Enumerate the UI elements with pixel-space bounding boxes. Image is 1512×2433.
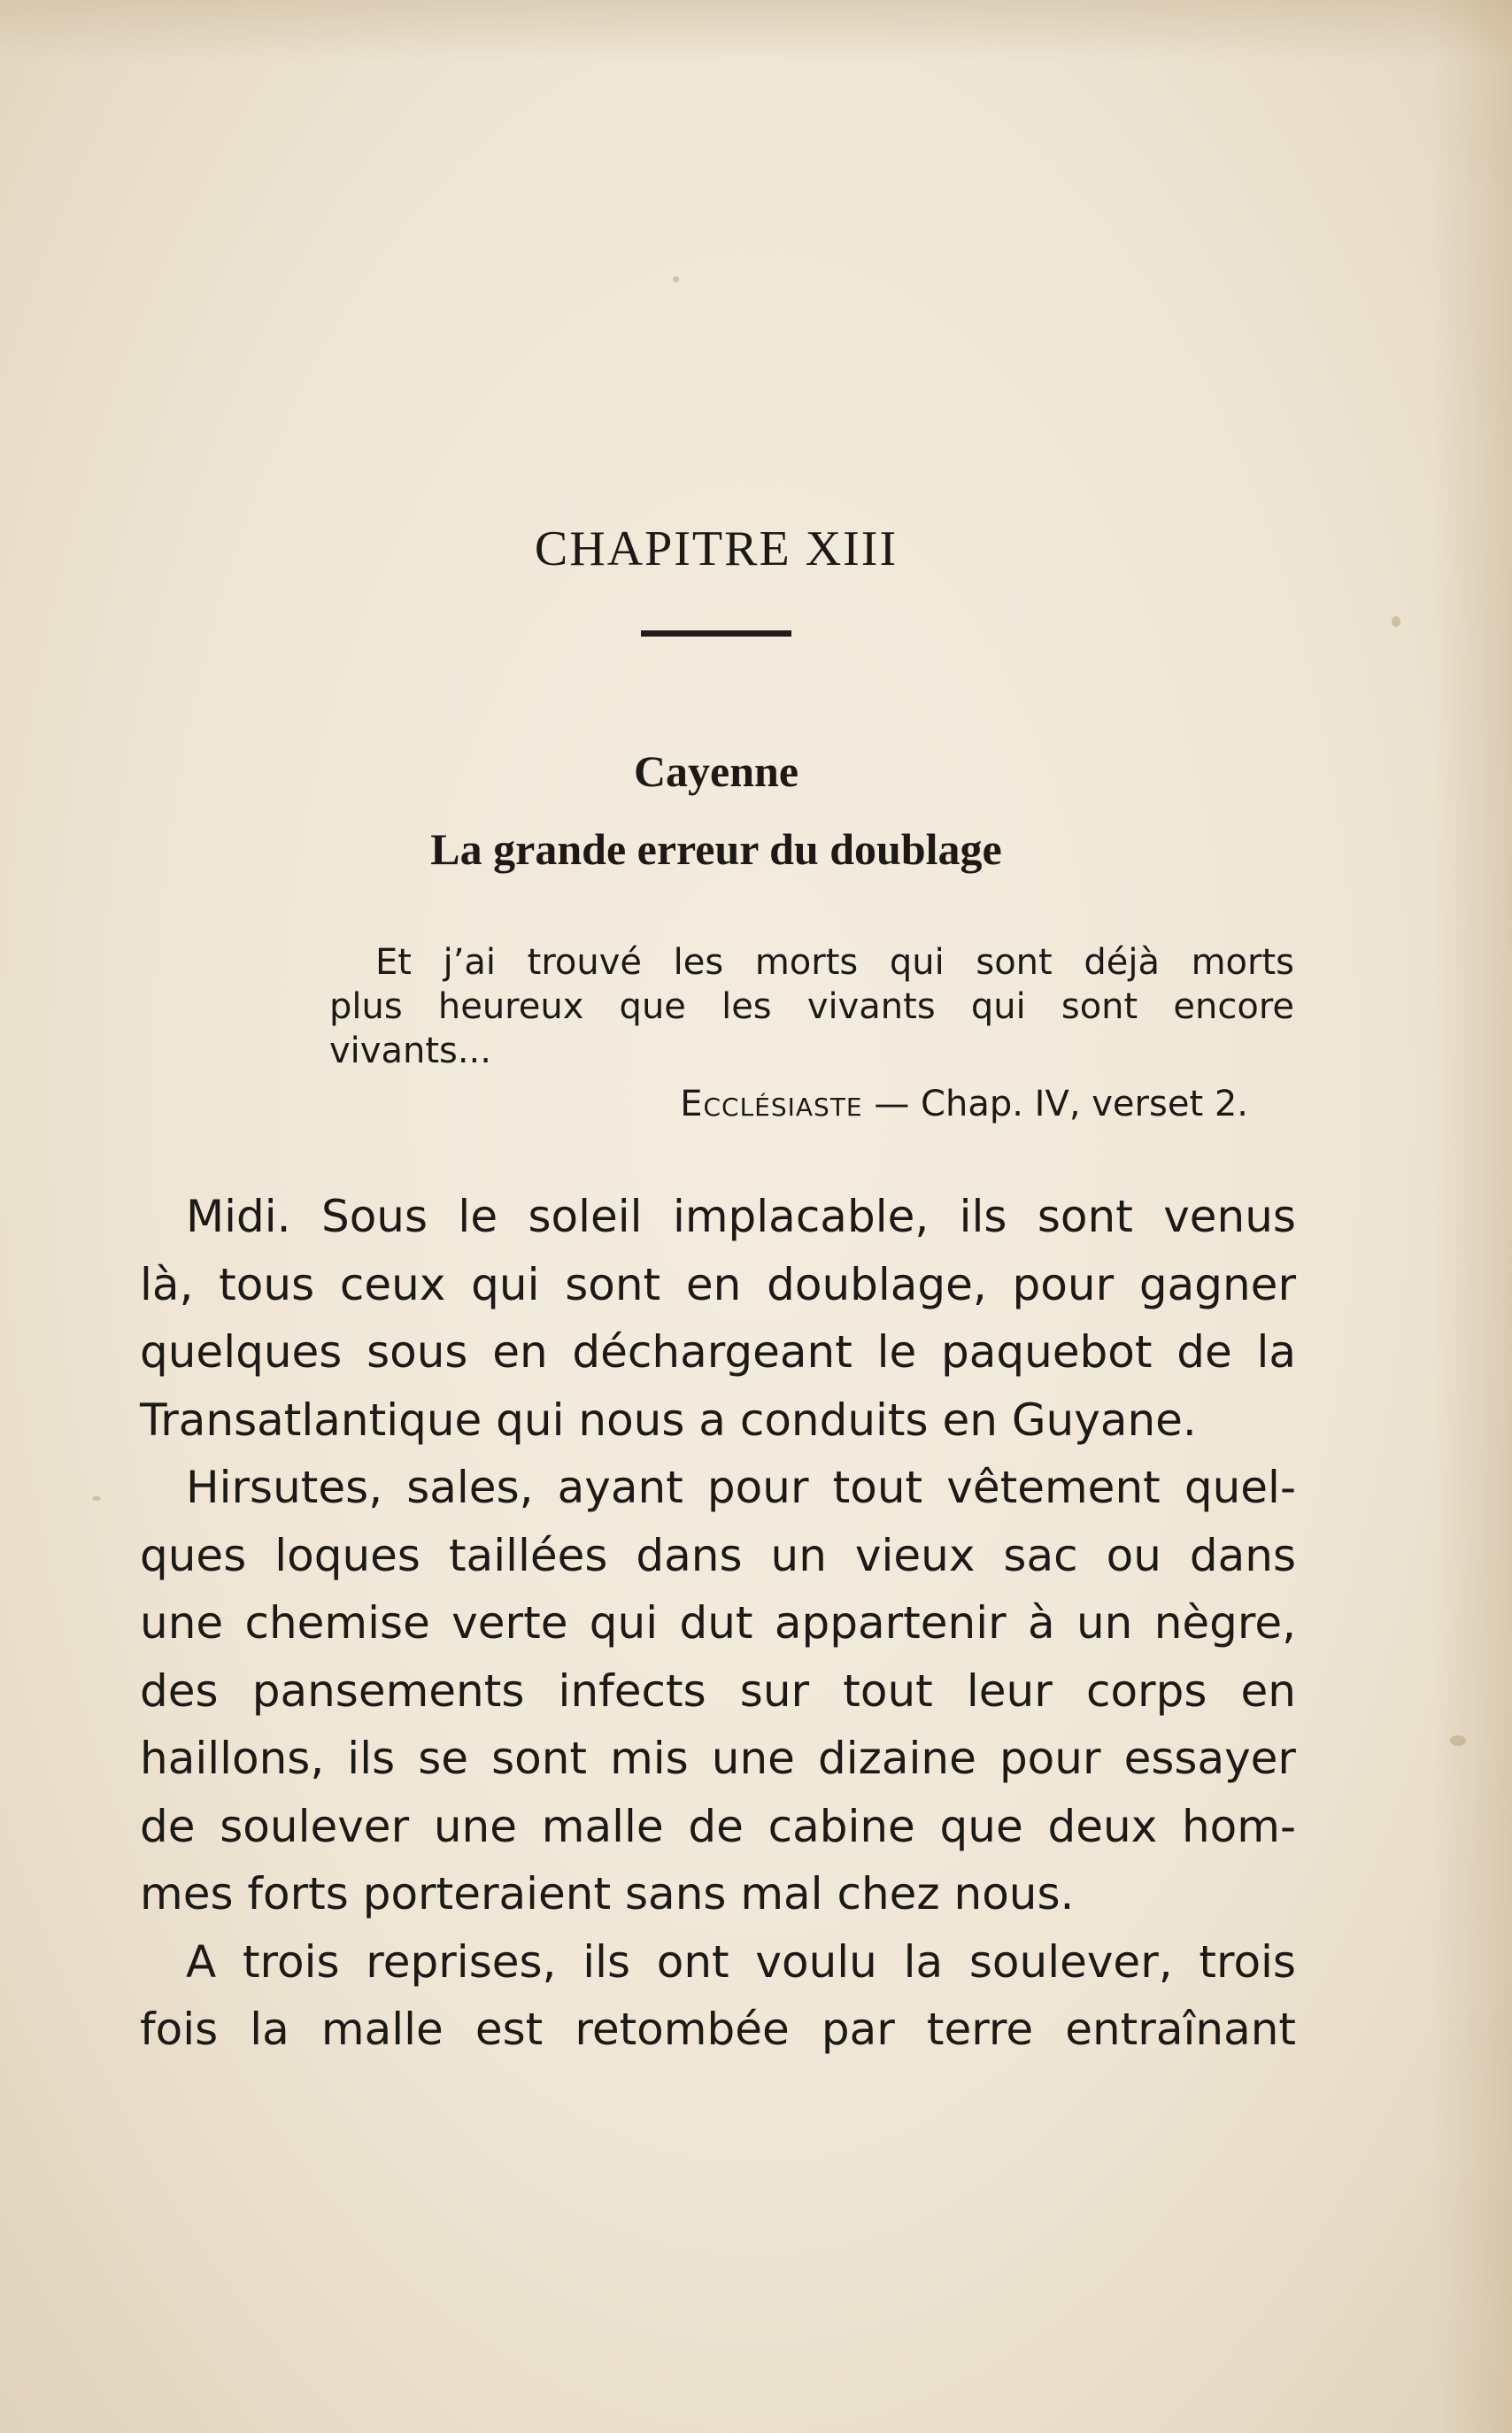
paragraph-line: quelques sous en déchargeant le paquebot de la xyxy=(140,1326,1296,1378)
paragraph-line: A trois reprises, ils ont voulu la soulever, trois xyxy=(186,1935,1296,1988)
paragraph-line: Midi. Sous le soleil implacable, ils sont venus xyxy=(186,1191,1296,1242)
paragraph-line: mes forts porteraient sans mal chez nous. xyxy=(140,1868,1075,1919)
paper-speck xyxy=(1392,616,1400,627)
paper-speck xyxy=(1450,1735,1466,1746)
paragraph-line: des pansements infects sur tout leur corps en xyxy=(140,1664,1296,1717)
epigraph-line: Et j’ai trouvé les morts qui sont déjà morts xyxy=(375,942,1294,983)
paragraph-line: de soulever une malle de cabine que deux hom- xyxy=(140,1800,1296,1852)
paragraph-line: là, tous ceux qui sont en doublage, pour gagner xyxy=(140,1258,1296,1310)
epigraph-line: plus heureux que les vivants qui sont encore xyxy=(329,986,1294,1027)
epigraph-source xyxy=(522,1084,1248,1124)
body-text xyxy=(140,1183,1296,2064)
paper-speck xyxy=(673,276,679,282)
chapter-heading: CHAPITRE XIII xyxy=(534,521,899,576)
epigraph xyxy=(329,940,1294,1073)
page-edge-shadow-top xyxy=(0,0,1512,62)
epigraph-source-author: Ecclésiaste xyxy=(680,1084,863,1124)
paragraph-line: Hirsutes, sales, ayant pour tout vêtement quel- xyxy=(186,1462,1296,1513)
paragraph-line: ques loques taillées dans un vieux sac ou dans xyxy=(140,1529,1296,1581)
paragraph-line: fois la malle est retombée par terre entraînant xyxy=(140,2004,1296,2055)
paragraph-line: haillons, ils se sont mis une dizaine pour essayer xyxy=(140,1733,1296,1784)
paper-speck xyxy=(92,1496,101,1501)
chapter-title-line-1: Cayenne xyxy=(633,746,799,796)
epigraph-line: vivants... xyxy=(329,1031,491,1071)
chapter-rule-divider xyxy=(641,630,791,637)
epigraph-source-reference: — Chap. IV, verset 2. xyxy=(874,1084,1248,1124)
paragraph-line: une chemise verte qui dut appartenir à un nègre, xyxy=(140,1597,1296,1649)
chapter-title-line-2: La grande erreur du doublage xyxy=(430,824,1002,874)
page-edge-shadow-right xyxy=(1432,0,1512,2433)
paragraph-line: Transatlantique qui nous a conduits en Guyane. xyxy=(140,1394,1197,1446)
